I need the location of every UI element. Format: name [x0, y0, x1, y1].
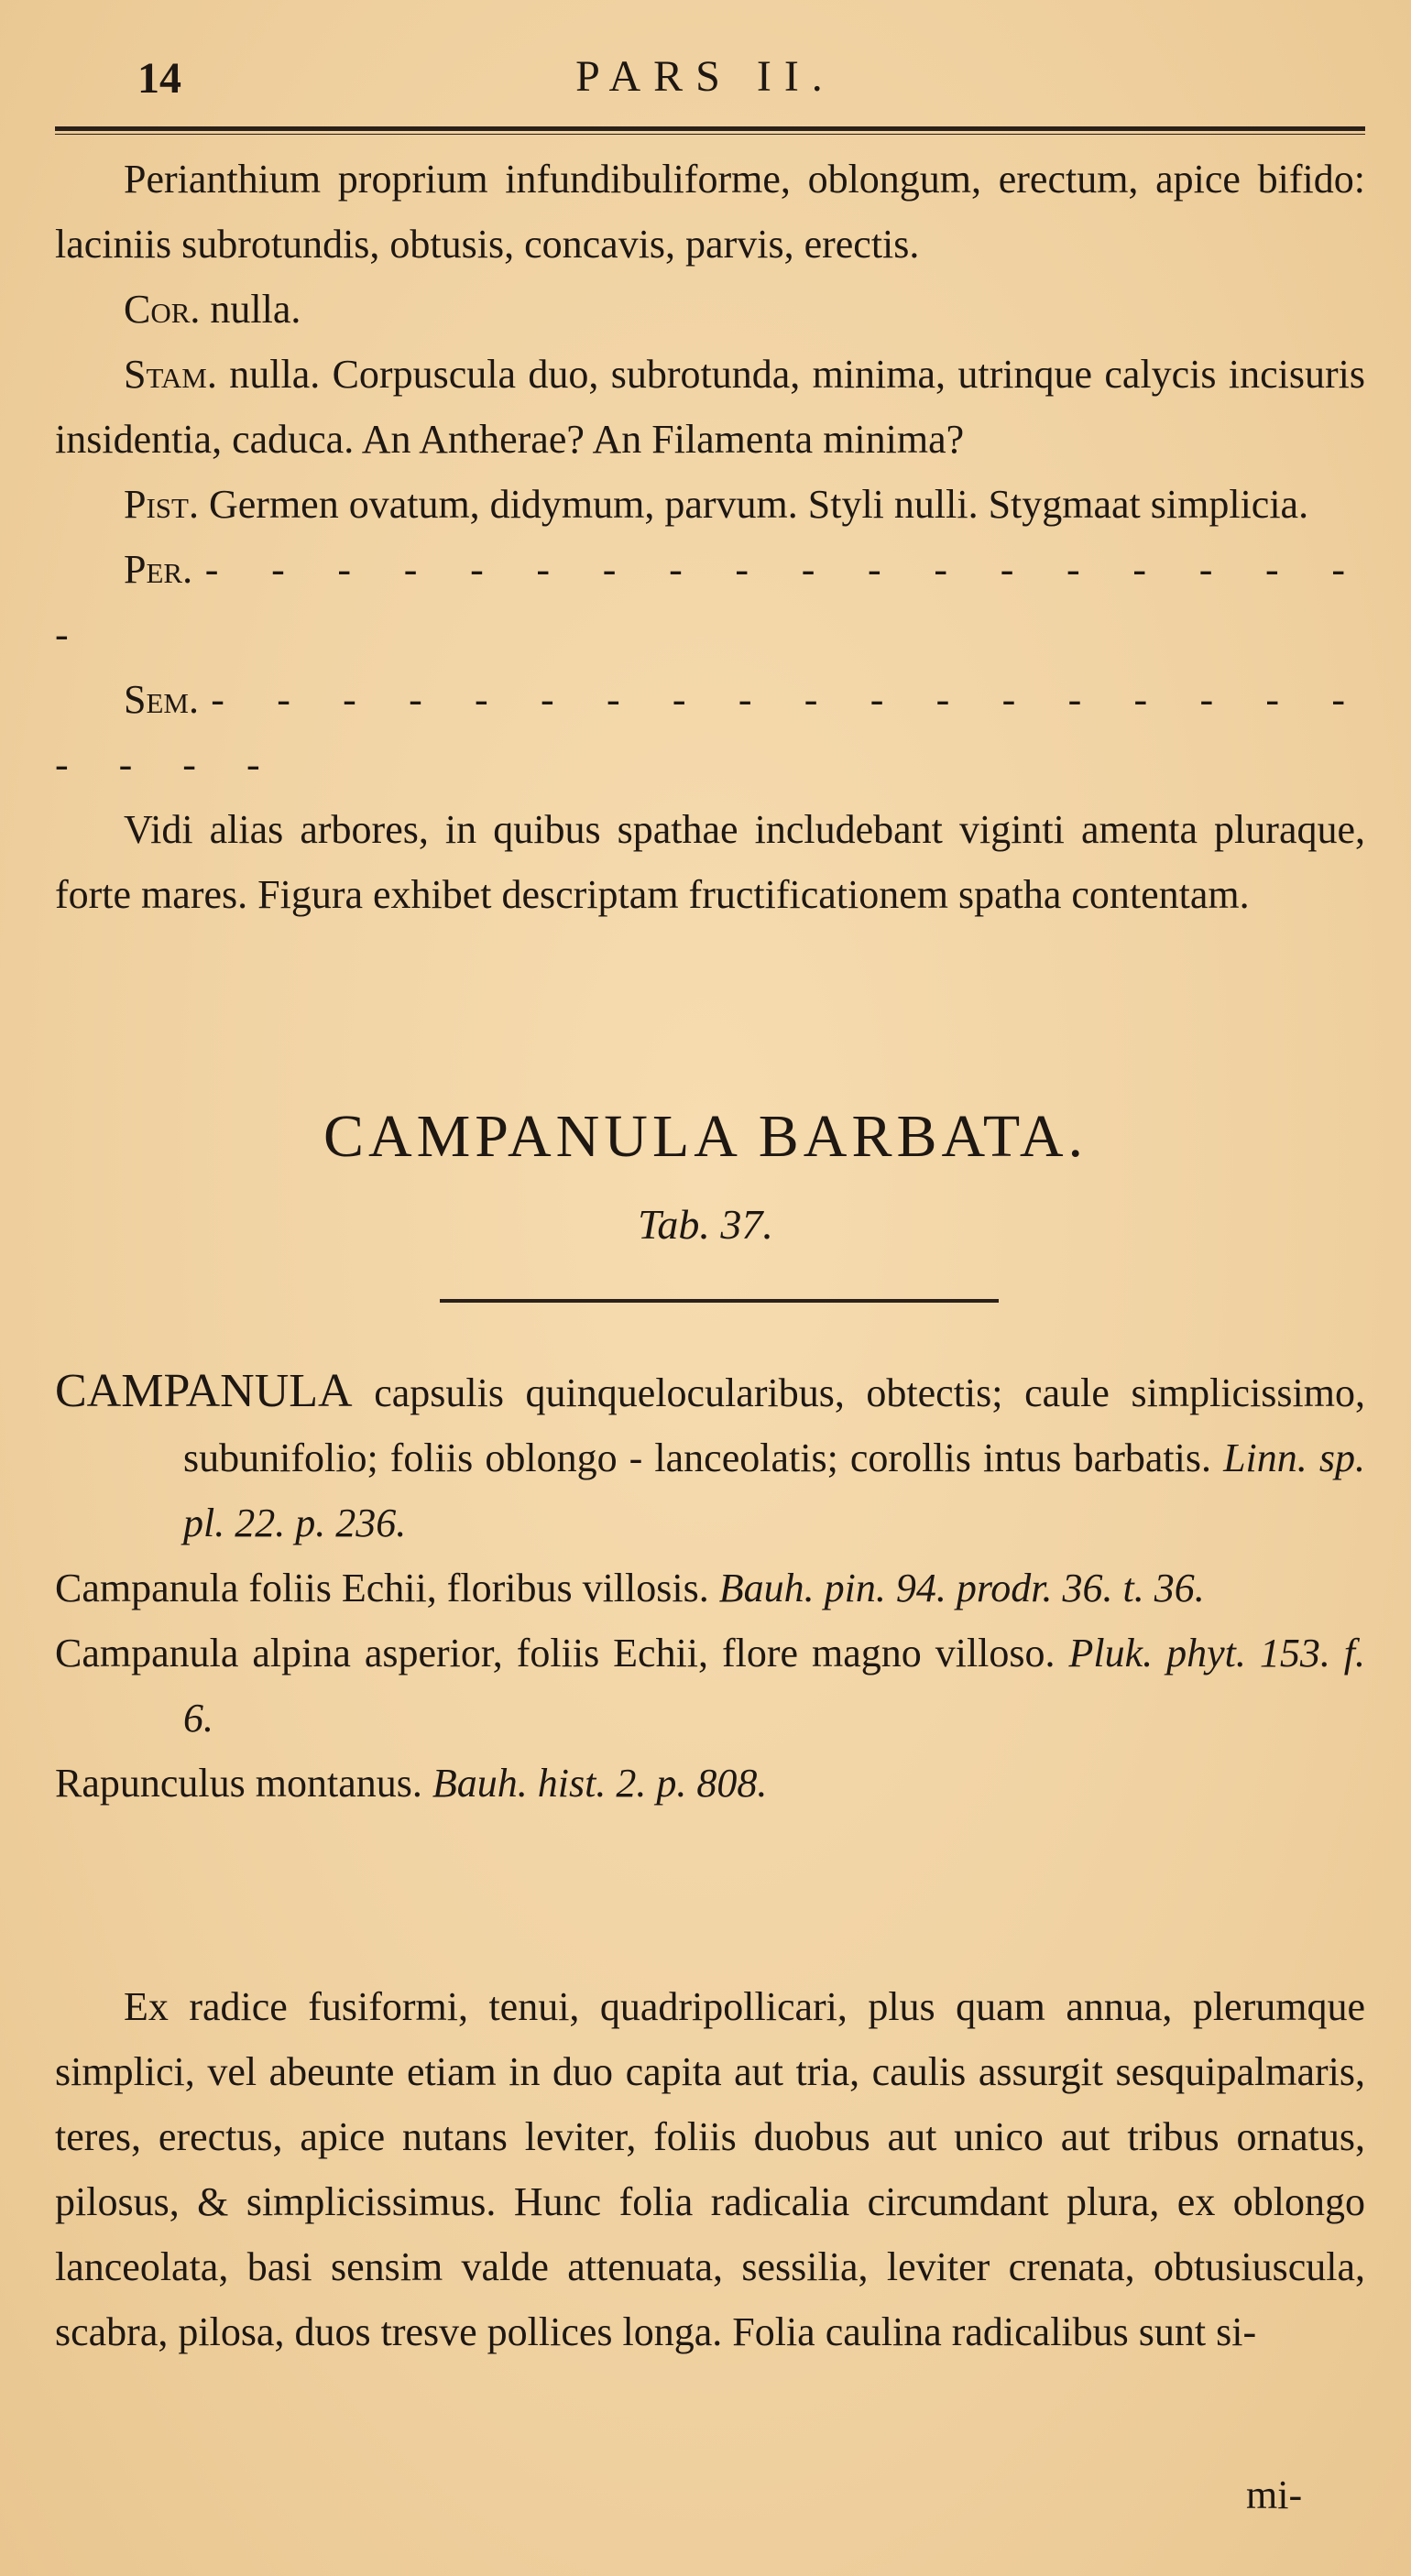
- synonym-text: alpina asperior, foliis Echii, flore magno villoso.: [252, 1631, 1056, 1675]
- per-label: Per.: [124, 547, 193, 592]
- plate-reference: Tab. 37.: [638, 1201, 773, 1248]
- synonym-text: montanus.: [255, 1761, 422, 1806]
- section-title: CAMPANULA BARBATA.: [323, 1103, 1088, 1170]
- header-rule: [55, 126, 1365, 135]
- stamen-paragraph: [55, 342, 1365, 472]
- synonym-entry: [55, 1621, 1365, 1751]
- synonym-reference: Pluk. phyt. 153. f. 6.: [183, 1631, 1366, 1741]
- synonym-entry: [55, 1555, 1365, 1621]
- closing-paragraph: Vidi alias arbores, in quibus spathae includebant viginti amenta pluraque, forte mares. Figura exhibet descriptam fructificationem spatha contentam.: [55, 807, 1365, 917]
- synonym-entry: [55, 1751, 1365, 1816]
- synonym-name: Campanula: [55, 1566, 239, 1610]
- pist-text: Germen ovatum, didymum, parvum. Styli nulli. Stygmaat simplicia.: [208, 482, 1309, 527]
- sem-dots: - - - - - - - - - - - - - - - - - - - - - -: [55, 677, 1365, 787]
- synonym-name: Rapunculus: [55, 1761, 246, 1806]
- synonym-reference: Bauh. pin. 94. prodr. 36. t. 36.: [718, 1566, 1205, 1610]
- description-block: [55, 1974, 1365, 2364]
- description-paragraph: Ex radice fusiformi, tenui, quadripollicari, plus quam annua, plerumque simplici, vel abeunte etiam in duo capita aut tria, caulis assurgit sesquipalmaris, teres, erectus, apice nutans leviter, foliis duobus aut unico aut tribus ornatus, pilosus, & simplicissimus. Hunc folia radicalia circumdant plura, ex oblongo lanceolata, basi sensim valde attenuata, sessilia, leviter crenata, obtusiuscula, scabra, pilosa, duos tresve pollices longa. Folia caulina radicalibus sunt si-: [55, 1984, 1365, 2354]
- cor-label: Cor.: [124, 287, 201, 332]
- page-number: 14: [137, 54, 181, 103]
- corolla-line: [55, 277, 1365, 342]
- synonym-text: foliis Echii, floribus villosis.: [248, 1566, 709, 1610]
- sem-label: Sem.: [124, 677, 199, 722]
- running-title: PARS II.: [575, 52, 836, 101]
- synonym-text: capsulis quinquelocularibus, obtectis; caule simplicissimo, subunifolio; foliis oblongo - lanceolatis; corollis intus barbatis.: [183, 1370, 1365, 1480]
- synonym-name: Campanula: [55, 1631, 239, 1675]
- synonym-entry: [55, 1359, 1365, 1555]
- synonym-reference: Linn. sp. pl. 22. p. 236.: [183, 1435, 1365, 1545]
- stam-label: Stam.: [124, 352, 217, 397]
- pericarp-line: [55, 537, 1365, 667]
- calyx-paragraph: Perianthium proprium infundibuliforme, oblongum, erectum, apice bifido: laciniis subrotundis, obtusis, concavis, parvis, erectis.: [55, 157, 1365, 267]
- pist-label: Pist.: [124, 482, 199, 527]
- section-rule: [440, 1299, 999, 1303]
- running-head: [0, 48, 1411, 112]
- synonym-reference: Bauh. hist. 2. p. 808.: [432, 1761, 768, 1806]
- stam-text: nulla. Corpuscula duo, subrotunda, minima, utrinque calycis incisuris insidentia, caduca. An Antherae? An Filamenta minima?: [55, 352, 1365, 462]
- seed-line: [55, 667, 1365, 797]
- catchword: mi-: [1246, 2472, 1303, 2517]
- cor-text: nulla.: [210, 287, 301, 332]
- per-dots: - - - - - - - - - - - - - - - - - - -: [55, 547, 1366, 657]
- synonymy-block: [55, 1359, 1365, 1816]
- synonym-name: CAMPANULA: [55, 1365, 353, 1417]
- pistil-paragraph: [55, 472, 1365, 537]
- intro-block: [55, 147, 1365, 927]
